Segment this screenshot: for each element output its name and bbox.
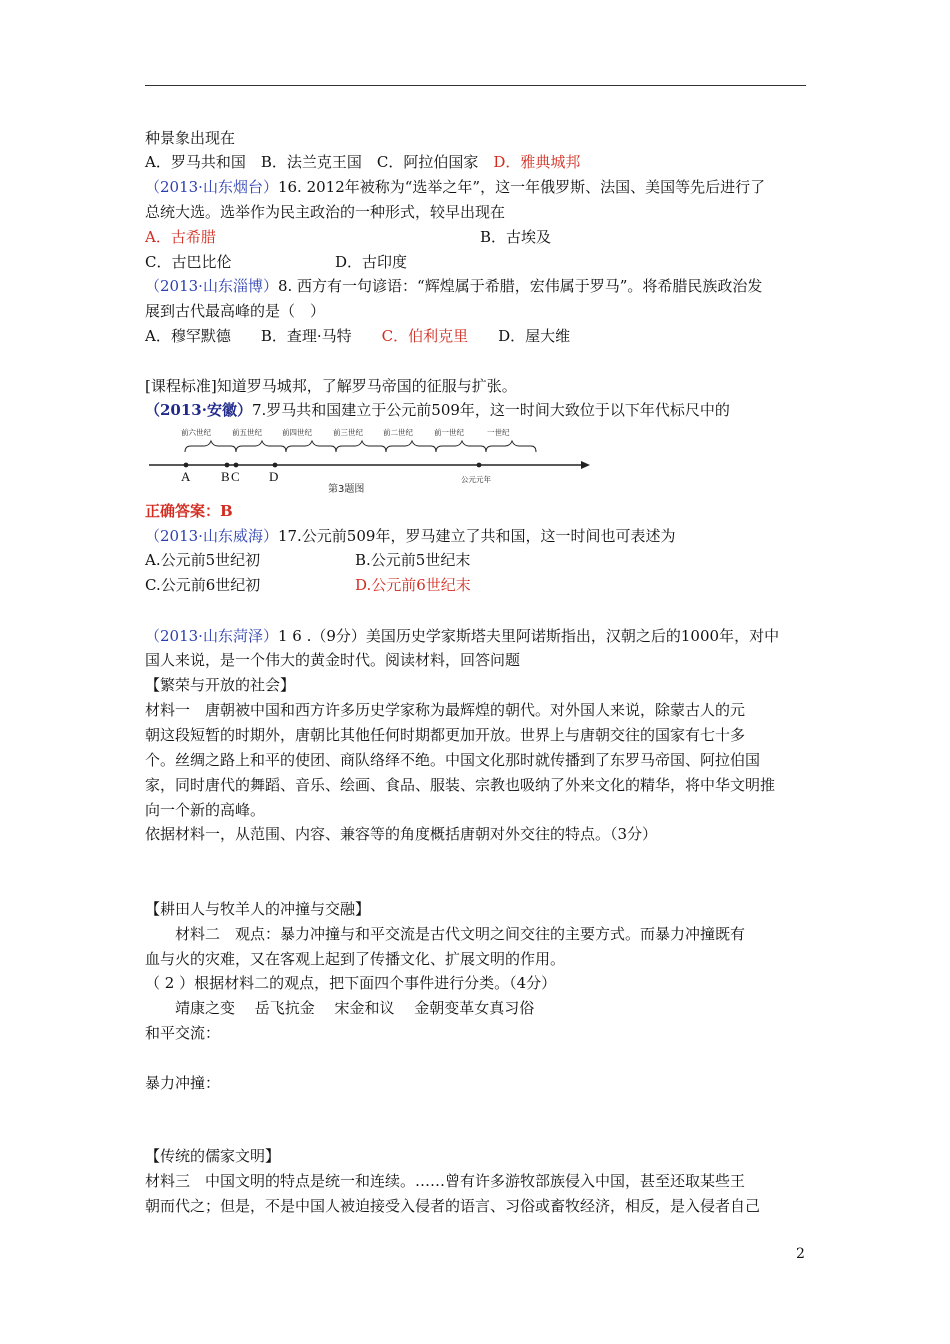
source-tag: （2013·安徽） [145,401,252,419]
text-seg: 16. 2012年被称为“选举之年”，这一年俄罗斯、法国、美国等先后进行了 [277,178,766,196]
century-braces [185,441,536,452]
century-label: 前三世纪 [333,428,363,437]
timeline-point [184,463,189,468]
material-line [145,800,265,820]
event-list [145,998,534,1018]
option: A.公元前5世纪初 [145,551,261,569]
timeline-point [273,463,278,468]
timeline-point [234,463,239,468]
text-line [145,128,235,148]
answer-option: C．伯利克里 [381,327,469,345]
source-tag: （2013·山东淄博） [145,277,278,295]
material-line [145,775,775,795]
text-seg: 【传统的儒家文明】 [145,1147,281,1165]
point-label-b: B [221,469,230,484]
material-line [145,1196,760,1216]
text-seg: 【耕田人与牧羊人的冲撞与交融】 [145,900,371,918]
page-number: 2 [796,1246,805,1262]
text-seg: 朝而代之；但是，不是中国人被迫接受入侵者的语言、习俗或畜牧经济，相反，是入侵者自己 [145,1197,761,1215]
text-seg: 总统大选。选举作为民主政治的一种形式，较早出现在 [145,203,506,221]
section-heading [145,899,370,919]
timeline-point [477,463,482,468]
material-line [145,1171,745,1191]
century-label: 前二世纪 [383,428,413,437]
answer-option: D.公元前6世纪末 [355,576,471,594]
text-seg: 国人来说，是一个伟大的黄金时代。阅读材料，回答问题 [145,651,521,669]
source-tag: （2013·山东菏泽） [145,627,278,645]
question-line [145,526,675,546]
text-seg: [课程标准]知道罗马城邦，了解罗马帝国的征服与扩张。 [145,377,517,395]
answer-field-label [145,1073,220,1093]
option-line [145,550,471,570]
text-seg: 7.罗马共和国建立于公元前509年，这一时间大致位于以下年代标尺中的 [251,401,730,419]
text-seg: 靖康之变 岳飞抗金 宋金和议 金朝变革女真习俗 [145,999,535,1017]
curriculum-standard [145,376,517,396]
option-line [145,227,552,247]
question-line [145,400,730,420]
question-prompt [145,824,657,844]
material-line [145,700,745,720]
text-seg: 展到古代最高峰的是（ ） [145,302,326,320]
text-seg: 8. 西方有一句谚语：“辉煌属于希腊，宏伟属于罗马”。将希腊民族政治发 [277,277,763,295]
option: B．古埃及 [480,228,552,246]
source-tag: （2013·山东威海） [145,527,278,545]
answer-text: 正确答案：B [145,502,233,520]
material-line [145,949,565,969]
option: C．古巴比伦 [145,253,232,271]
text-seg: 【繁荣与开放的社会】 [145,676,296,694]
point-label-a: A [181,469,191,484]
century-label: 前四世纪 [282,428,312,437]
answer-option: D．雅典城邦 [493,153,581,171]
question-line [145,177,765,197]
source-tag: （2013·山东烟台） [145,178,278,196]
question-line [145,276,762,296]
timeline-figure [145,422,595,495]
text-seg: 17.公元前509年，罗马建立了共和国，这一时间也可表述为 [277,527,676,545]
text-seg: 血与火的灾难，又在客观上起到了传播文化、扩展文明的作用。 [145,950,566,968]
text-seg: 家，同时唐代的舞蹈、音乐、绘画、食品、服装、宗教也吸纳了外来文化的精华，将中华文明推 [145,776,776,794]
text-seg: 材料三 中国文明的特点是统一和连续。……曾有许多游牧部族侵入中国，甚至还取某些王 [145,1172,746,1190]
question-line [145,626,779,646]
section-heading [145,1146,280,1166]
material-line [145,750,760,770]
text-seg: 个。丝绸之路上和平的使团、商队络绎不绝。中国文化那时就传播到了东罗马帝国、阿拉伯国 [145,751,761,769]
text-seg: 依据材料一，从范围、内容、兼容等的角度概括唐朝对外交往的特点。（3分） [145,825,658,843]
text-seg: 朝这段短暂的时期外，唐朝比其他任何时期都更加开放。世界上与唐朝交往的国家有七十多 [145,726,746,744]
text-seg: D．屋大维 [468,327,571,345]
option-line [145,326,570,346]
text-seg: 材料二 观点：暴力冲撞与和平交流是古代文明之间交往的主要方式。而暴力冲撞既有 [145,925,746,943]
century-label: 前六世纪 [181,428,211,437]
text-seg: 1 6 .（9分）美国历史学家斯塔夫里阿诺斯指出，汉朝之后的1000年，对中 [277,627,780,645]
point-label-c: C [231,469,240,484]
century-label: 一世纪 [487,428,510,437]
material-line [145,725,745,745]
point-label-d: D [269,469,279,484]
figure-caption: 第3题图 [328,484,365,495]
text-seg: 种景象出现在 [145,129,236,147]
century-label: 前一世纪 [434,428,464,437]
text-line [145,650,520,670]
epoch-label: 公元元年 [461,475,491,484]
timeline-point [225,463,230,468]
question-prompt [145,973,556,993]
text-seg: （ 2 ）根据材料二的观点，把下面四个事件进行分类。（4分） [145,974,557,992]
option-line [145,575,471,595]
option-line [145,252,408,272]
text-seg: A．穆罕默德 B．查理·马特 [145,327,382,345]
text-seg: A．罗马共和国 B．法兰克王国 C．阿拉伯国家 [145,153,494,171]
option: C.公元前6世纪初 [145,576,261,594]
text-line [145,301,325,321]
text-seg: 暴力冲撞： [145,1074,221,1092]
text-seg: 和平交流： [145,1024,221,1042]
text-line [145,202,505,222]
answer-option: A．古希腊 [145,228,216,246]
section-heading [145,675,295,695]
text-seg: 向一个新的高峰。 [145,801,266,819]
timeline-arrow [581,461,590,469]
answer-field-label [145,1023,220,1043]
timeline-svg [145,422,595,495]
text-seg: 材料一 唐朝被中国和西方许多历史学家称为最辉煌的朝代。对外国人来说，除蒙古人的元 [145,701,746,719]
correct-answer [145,501,233,521]
option: D．古印度 [335,253,408,271]
material-line [145,924,745,944]
century-label: 前五世纪 [232,428,262,437]
header-rule [145,85,806,86]
option-line [145,152,580,172]
option: B.公元前5世纪末 [355,551,471,569]
